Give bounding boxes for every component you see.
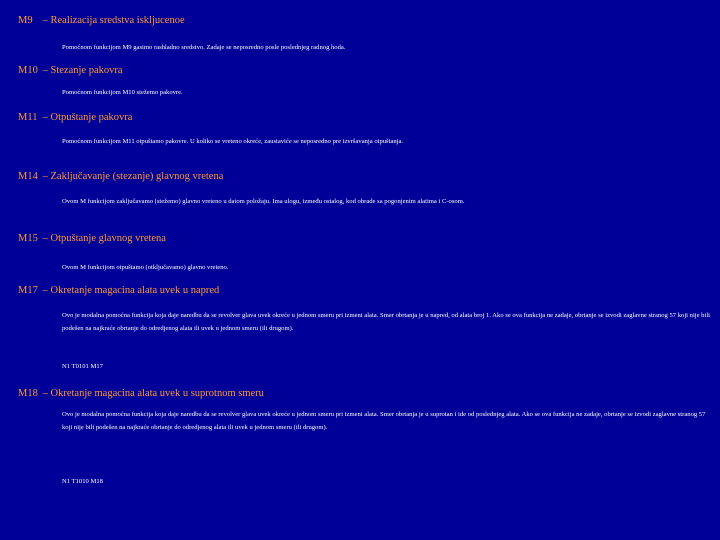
section-title: – Otpuštanje pakovra xyxy=(42,112,133,123)
section-description-m10: Pomoćnom funkcijom M10 stežemo pakovre. xyxy=(62,89,183,96)
section-code: M9 xyxy=(18,15,33,26)
section-title: – Okretanje magacina alata uvek u suprotnom smeru xyxy=(42,388,264,399)
section-description-m15: Ovom M funkcijom otpuštamo (otključavamo) glavno vreteno. xyxy=(62,264,229,271)
section-heading-m17 xyxy=(18,284,219,297)
code-example-m17: N1 T0101 M17 xyxy=(62,363,103,370)
section-title: – Zaključavanje (stezanje) glavnog vretena xyxy=(42,171,224,182)
code-example-m18: N1 T1010 M18 xyxy=(62,478,103,485)
section-code: M10 xyxy=(18,65,38,76)
section-code: M11 xyxy=(18,112,38,123)
section-code: M17 xyxy=(18,285,38,296)
section-title: – Okretanje magacina alata uvek u napred xyxy=(42,285,220,296)
section-heading-m11 xyxy=(18,111,132,124)
section-heading-m9 xyxy=(18,14,185,27)
section-heading-m15 xyxy=(18,232,166,245)
section-description-m14: Ovom M funkcijom zaključavamo (stežemo) glavno vreteno u datom položaju. Ima ulogu, između ostalog, kod obrade sa pogonjenim alatima i C-osom. xyxy=(62,198,465,205)
section-title: – Otpuštanje glavnog vretena xyxy=(42,233,166,244)
section-description-m17: Ovo je modalna pomoćna funkcija koja daje naredbu da se revolver glava uvek okreće u jednom smeru pri izmeni alata. Smer obrtanja je u napred, od alata broj 1. Ako se ova funkcija ne zadaje, obrtanje se izvodi zaglavne stranog 57 koji nije bili podešen na najkraće obrtanje do odredjenog alata ili uvek u jednom smeru (ili drugom). xyxy=(62,312,710,332)
section-heading-m10 xyxy=(18,64,123,77)
section-title: – Stezanje pakovra xyxy=(42,65,123,76)
section-title: – Realizacija sredstva iskljucenoe xyxy=(42,15,185,26)
section-code: M18 xyxy=(18,388,38,399)
section-description-m11: Pomoćnom funkcijom M11 otpuštamo pakovre. U koliko se vreteno okreće, zaustaviće se neposredno pre izvršavanja otpuštanja. xyxy=(62,138,404,145)
section-code: M14 xyxy=(18,171,38,182)
section-heading-m18 xyxy=(18,387,264,400)
section-code: M15 xyxy=(18,233,38,244)
section-heading-m14 xyxy=(18,170,223,183)
section-description-m9: Pomoćnom funkcijom M9 gasimo rashladno sredstvo. Zadaje se neposredno posle poslednjeg radnog hoda. xyxy=(62,44,346,51)
section-description-m18: Ovo je modalna pomoćna funkcija koja daje naredbu da se revolver glava uvek okreće u jednom smeru pri izmeni alata. Smer obrtanja je u suprotan i ide od poslednjeg alata. Ako se ova funkcija ne zadaje, obrtanje se izvodi zaglavne stranog 57 koji nije bili podešen na najkraće obrtanje do odredjenog alata ili uvek u jednom smeru (ili drugom). xyxy=(62,411,706,431)
